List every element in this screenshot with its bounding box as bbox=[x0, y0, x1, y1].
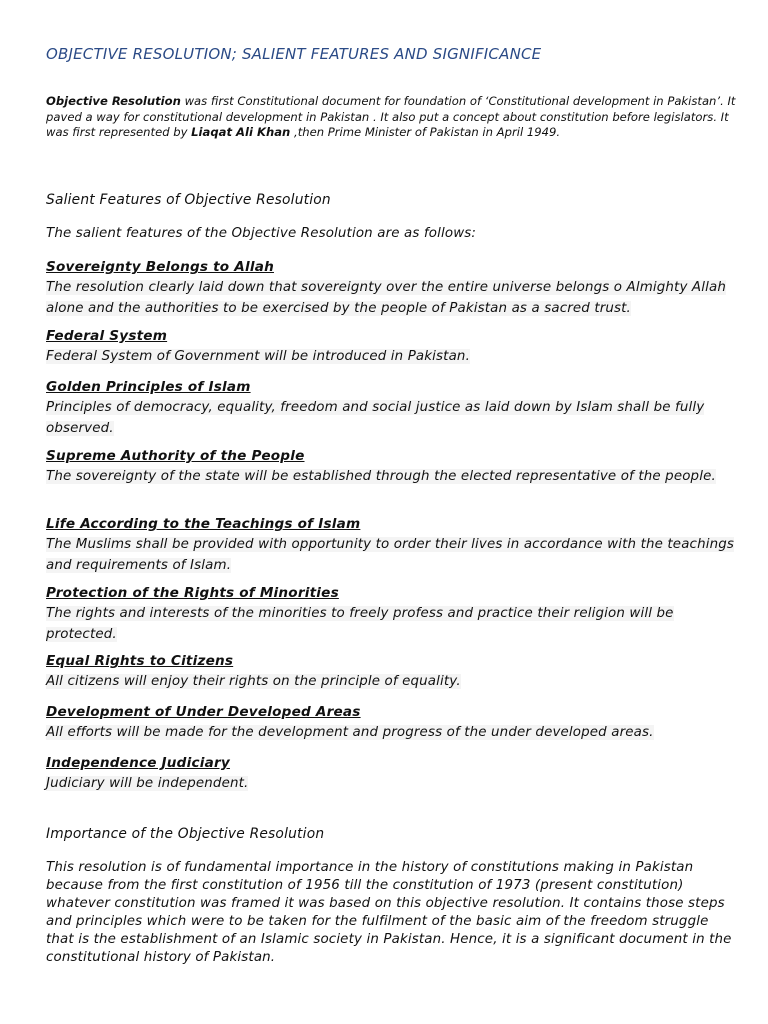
feature-description: All efforts will be made for the development and progress of the under developed areas. bbox=[46, 725, 654, 740]
feature-description: The Muslims shall be provided with opportunity to order their lives in accordance with the teachings and requirements of Islam. bbox=[46, 537, 734, 573]
intro-bold-term: Objective Resolution bbox=[46, 94, 181, 108]
feature-item bbox=[46, 584, 736, 644]
feature-description: The rights and interests of the minorities to freely profess and practice their religion will be protected. bbox=[46, 606, 674, 642]
feature-title: Independence Judiciary bbox=[46, 755, 230, 771]
feature-item bbox=[46, 378, 736, 438]
intro-text-1: was first Constitutional document for foundation of ‘Constitutional development in Pakistan’. It paved a way for constitutional development in Pakistan . It also put a concept about constitution before legislators. It was first represented by bbox=[46, 94, 736, 139]
salient-features-heading: Salient Features of Objective Resolution bbox=[46, 192, 331, 208]
salient-features-intro: The salient features of the Objective Resolution are as follows: bbox=[46, 226, 477, 241]
feature-item bbox=[46, 652, 736, 691]
importance-paragraph: This resolution is of fundamental importance in the history of constitutions making in Pakistan because from the first constitution of 1956 till the constitution of 1973 (present constitution) whatever constitution was framed it was based on this objective resolution. It contains those steps and principles which were to be taken for the fulfilment of the basic aim of the freedom struggle that is the establishment of an Islamic society in Pakistan. Hence, it is a significant document in the constitutional history of Pakistan. bbox=[46, 860, 732, 965]
feature-description: Judiciary will be independent. bbox=[46, 776, 249, 791]
feature-description: The sovereignty of the state will be established through the elected representative of the people. bbox=[46, 469, 716, 484]
feature-item bbox=[46, 327, 736, 366]
feature-title: Supreme Authority of the People bbox=[46, 448, 305, 464]
feature-description: The resolution clearly laid down that sovereignty over the entire universe belongs o Almighty Allah alone and the authorities to be exercised by the people of Pakistan as a sacred trust. bbox=[46, 280, 726, 316]
intro-bold-name: Liaqat Ali Khan bbox=[191, 125, 291, 139]
feature-description: Principles of democracy, equality, freedom and social justice as laid down by Islam shall be fully observed. bbox=[46, 400, 705, 436]
feature-title: Sovereignty Belongs to Allah bbox=[46, 259, 274, 275]
feature-title: Golden Principles of Islam bbox=[46, 379, 251, 395]
feature-title: Protection of the Rights of Minorities bbox=[46, 585, 339, 601]
intro-paragraph bbox=[46, 94, 736, 141]
importance-heading: Importance of the Objective Resolution bbox=[46, 826, 325, 842]
feature-title: Life According to the Teachings of Islam bbox=[46, 516, 361, 532]
feature-title: Development of Under Developed Areas bbox=[46, 704, 361, 720]
feature-item bbox=[46, 258, 736, 318]
feature-item bbox=[46, 703, 736, 742]
feature-item bbox=[46, 515, 736, 575]
feature-title: Federal System bbox=[46, 328, 168, 344]
feature-description: All citizens will enjoy their rights on the principle of equality. bbox=[46, 674, 461, 689]
feature-item bbox=[46, 447, 736, 486]
feature-title: Equal Rights to Citizens bbox=[46, 653, 234, 669]
intro-text-2: ,then Prime Minister of Pakistan in April 1949. bbox=[290, 125, 561, 139]
feature-description: Federal System of Government will be introduced in Pakistan. bbox=[46, 349, 470, 364]
feature-item bbox=[46, 754, 736, 793]
page-title: OBJECTIVE RESOLUTION; SALIENT FEATURES AND SIGNIFICANCE bbox=[46, 45, 542, 63]
